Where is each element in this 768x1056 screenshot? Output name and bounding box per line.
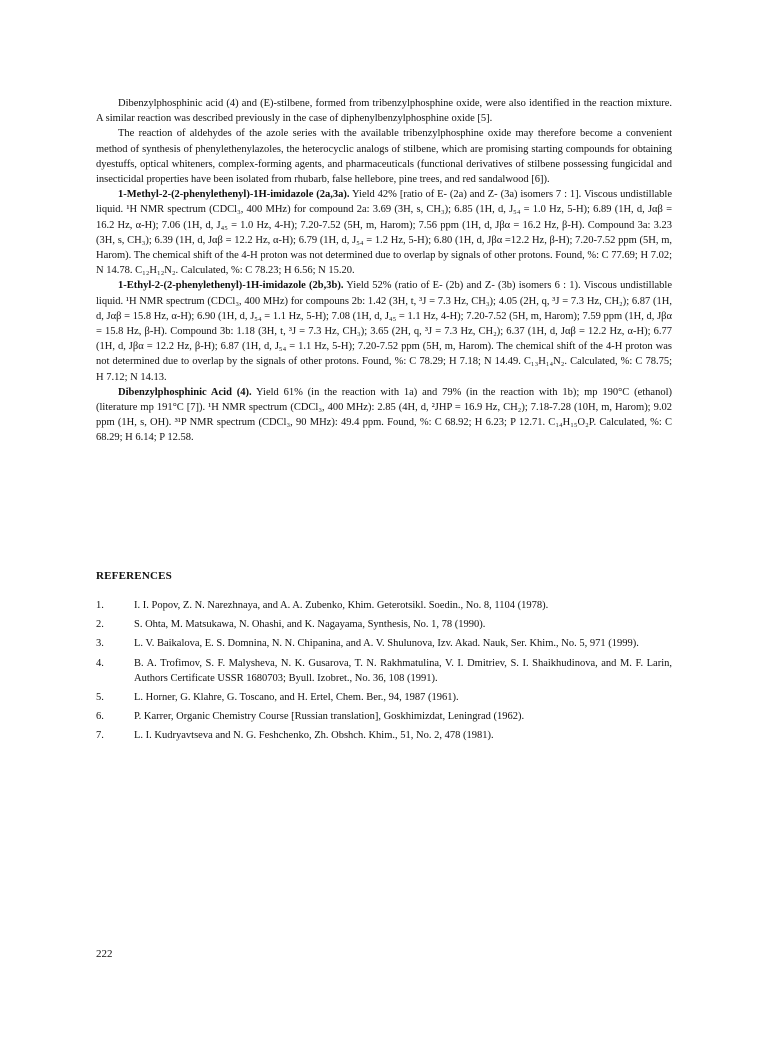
reference-number: 1.	[96, 600, 104, 611]
reference-item	[96, 656, 672, 686]
reference-text: B. A. Trofimov, S. F. Malysheva, N. K. Gusarova, T. N. Rakhmatulina, V. I. Dmitriev, S. I. Shaikhudinova, and M. F. Larin, Authors Certificate USSR 1680703; Byull. Izobret., No. 36, 108 (1991).	[134, 657, 672, 684]
reference-item	[96, 690, 672, 705]
compound-2a-3a-heading: 1-Methyl-2-(2-phenylethenyl)-1H-imidazole (2a,3a).	[118, 189, 350, 201]
reference-text: L. V. Baikalova, E. S. Domnina, N. N. Chipanina, and A. V. Shulunova, Izv. Akad. Nauk, Ser. Khim., No. 5, 971 (1999).	[134, 638, 639, 650]
paragraph-2-text: The reaction of aldehydes of the azole series with the available tribenzylphosphine oxide may therefore become a convenient method of synthesis of phenylethenylazoles, the heterocyclic analogs of stilbene, which are promising starting compounds for obtaining dyestuffs, optical whiteners, complex-forming agents, and pharmaceuticals (functional derivatives of stilbene possessing fungicidal and insecticidal properties have been isolated from rhubarb, false hellebore, pine trees, and red sandalwood [6]).	[96, 128, 672, 186]
reference-item	[96, 709, 672, 724]
compound-2a-3a-text: Yield 42% [ratio of E- (2a) and Z- (3a) isomers 7 : 1]. Viscous undistillable liquid. ¹H NMR spectrum (CDCl₃, 400 MHz) for compound 2a: 3.69 (3H, s, CH₃); 6.85 (1H, d, J₅₄ = 1.0 Hz, 5-H); 6.89 (1H, d, Jαβ = 16.2 Hz, α-H); 7.06 (1H, d, J₄₅ = 1.0 Hz, 4-H); 7.20-7.52 (5H, m, Harom); 7.56 ppm (1H, d, Jβα = 16.2 Hz, β-H). Compound 3a: 3.23 (3H, s, CH₃); 6.39 (1H, d, Jαβ = 12.2 Hz, α-H); 6.79 (1H, d, J₅₄ = 1.2 Hz, 5-H); 6.80 (1H, d, Jβα =12.2 Hz, β-H); 7.20-7.52 ppm (5H, m, Harom). The chemical shift of the 4-H proton was not determined due to overlap by signals of other protons. Found, %: C 77.69; H 7.02; N 14.78. C₁₂H₁₂N₂. Calculated, %: C 78.23; H 6.56; N 15.20.	[96, 189, 672, 277]
reference-item	[96, 617, 672, 632]
reference-item	[96, 728, 672, 743]
page-number: 222	[96, 948, 113, 960]
reference-item	[96, 598, 672, 613]
paragraph-2	[96, 126, 672, 187]
references-list	[96, 598, 672, 748]
reference-number: 3.	[96, 638, 104, 650]
reference-text: I. I. Popov, Z. N. Narezhnaya, and A. A. Zubenko, Khim. Geterotsikl. Soedin., No. 8, 1104 (1978).	[134, 600, 549, 611]
reference-text: P. Karrer, Organic Chemistry Course [Russian translation], Goskhimizdat, Leningrad (1962).	[134, 711, 525, 723]
paragraph-compound-4	[96, 385, 672, 446]
compound-2b-3b-heading: 1-Ethyl-2-(2-phenylethenyl)-1H-imidazole (2b,3b).	[118, 280, 344, 292]
paragraph-compound-2b-3b	[96, 278, 672, 384]
reference-number: 7.	[96, 730, 104, 742]
reference-text: S. Ohta, M. Matsukawa, N. Ohashi, and K. Nagayama, Synthesis, No. 1, 78 (1990).	[134, 619, 486, 631]
reference-number: 6.	[96, 711, 104, 723]
paragraph-compound-2a-3a	[96, 187, 672, 278]
reference-text: L. Horner, G. Klahre, G. Toscano, and H. Ertel, Chem. Ber., 94, 1987 (1961).	[134, 692, 459, 704]
references-heading: REFERENCES	[96, 570, 172, 582]
compound-2b-3b-text: Yield 52% (ratio of E- (2b) and Z- (3b) isomers 6 : 1). Viscous undistillable liquid. ¹H NMR spectrum (CDCl₃, 400 MHz) for compouns 2b: 1.42 (3H, t, ³J = 7.3 Hz, CH₃); 4.05 (2H, q, ³J = 7.3 Hz, CH₂); 6.87 (1H, d, Jαβ = 15.8 Hz, α-H); 6.90 (1H, d, J₅₄ = 1.1 Hz, 5-H); 7.08 (1H, d, J₄₅ = 1.1 Hz, 4-H); 7.20-7.52 (5H, m, Harom); 7.59 ppm (1H, d, Jβα = 15.8 Hz, β-H). Compound 3b: 1.18 (3H, t, ³J = 7.3 Hz, CH₃); 3.65 (2H, q, ³J = 7.3 Hz, CH₂); 6.37 (1H, d, Jαβ = 12.2 Hz, α-H); 6.77 (1H, d, Jβα = 12.2 Hz, β-H); 6.87 (1H, d, J₅₄ = 1.1 Hz, 5-H); 7.20-7.52 ppm (5H, m, Harom). The chemical shift of the 4-H proton was not determined due to overlap by the signals of other protons. Found, %: C 78.29; H 7.18; N 14.49. C₁₃H₁₄N₂. Calculated, %: C 78.75; H 7.12; N 14.13.	[96, 280, 672, 383]
reference-number: 4.	[96, 657, 104, 669]
reference-item	[96, 636, 672, 651]
reference-number: 2.	[96, 619, 104, 631]
compound-4-heading: Dibenzylphosphinic Acid (4).	[118, 386, 252, 398]
body-text	[96, 96, 672, 446]
reference-text: L. I. Kudryavtseva and N. G. Feshchenko, Zh. Obshch. Khim., 51, No. 2, 478 (1981).	[134, 730, 494, 742]
reference-number: 5.	[96, 692, 104, 704]
compound-4-text: Yield 61% (in the reaction with 1a) and 79% (in the reaction with 1b); mp 190°C (ethanol) (literature mp 191°C [7]). ¹H NMR spectrum (CDCl₃, 400 MHz): 2.85 (4H, d, ²JHP = 16.9 Hz, CH₂); 7.18-7.28 (10H, m, Harom); 9.02 ppm (1H, s, OH). ³¹P NMR spectrum (CDCl₃, 90 MHz): 49.4 ppm. Found, %: C 68.92; H 6.23; P 12.71. C₁₄H₁₅O₂P. Calculated, %: C 68.29; H 6.14; P 12.58.	[96, 386, 672, 444]
paragraph-1	[96, 96, 672, 126]
paragraph-1-text: Dibenzylphosphinic acid (4) and (E)-stilbene, formed from tribenzylphosphine oxide, were also identified in the reaction mixture. A similar reaction was described previously in the case of diphenylbenzylphosphine oxide [5].	[96, 98, 672, 125]
